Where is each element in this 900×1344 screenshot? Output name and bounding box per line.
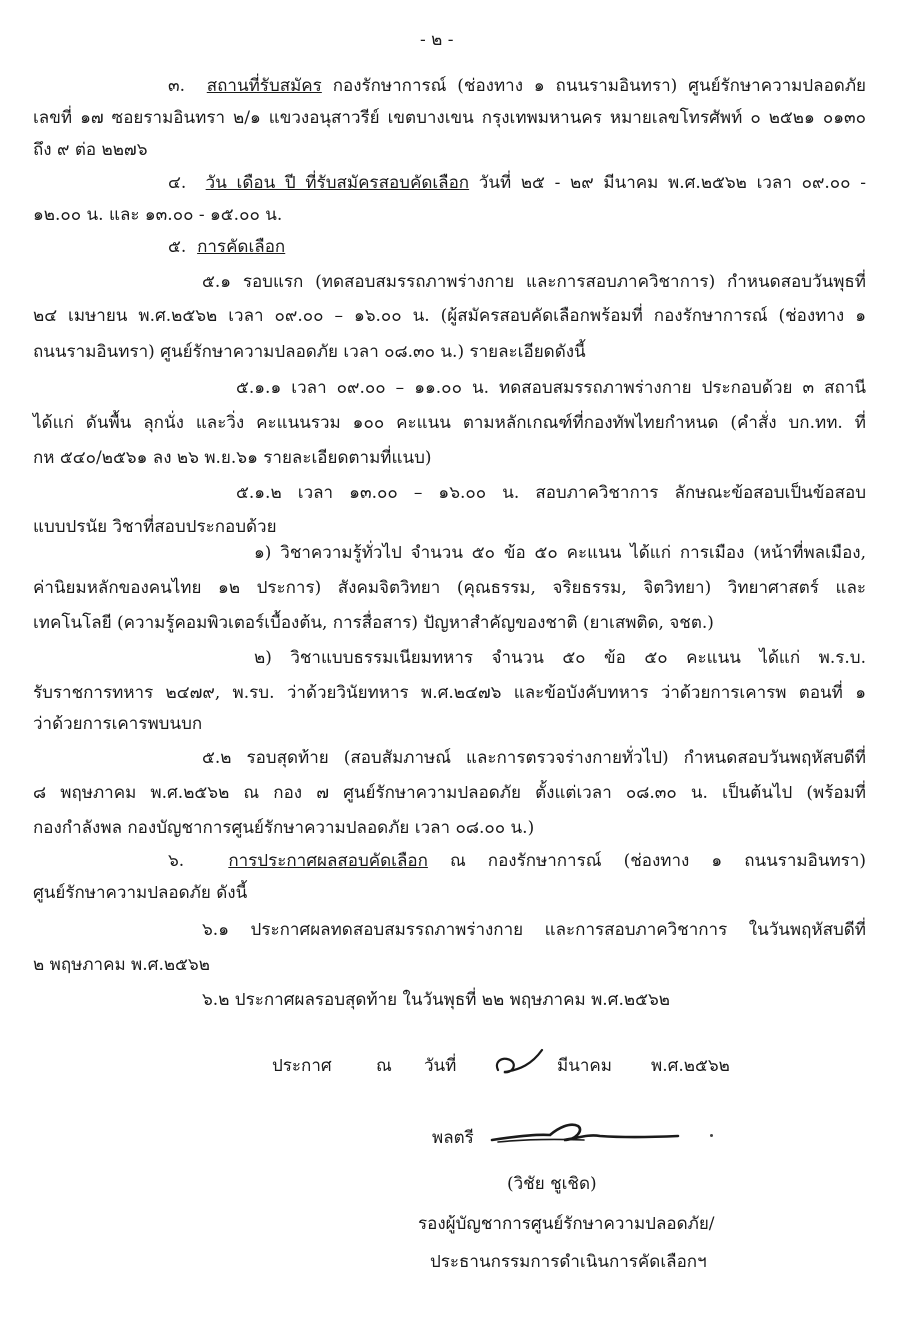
signatory-title-2: ประธานกรรมการดำเนินการคัดเลือกฯ xyxy=(430,1252,707,1272)
announce-year: พ.ศ.๒๕๖๒ xyxy=(651,1056,730,1076)
subject-1-line-1: ๑) วิชาความรู้ทั่วไป จำนวน ๕๐ ข้อ ๕๐ คะแนน ได้แก่ การเมือง (หน้าที่พลเมือง, xyxy=(254,543,866,563)
signatory-title-1: รองผู้บัญชาการศูนย์รักษาความปลอดภัย/ xyxy=(418,1214,715,1234)
section-5-1-line-1: ๕.๑ รอบแรก (ทดสอบสมรรถภาพร่างกาย และการสอบภาควิชาการ) กำหนดสอบวันพุธที่ xyxy=(202,272,866,292)
item-5-heading: การคัดเลือก xyxy=(197,237,286,257)
item-3-heading: สถานที่รับสมัคร xyxy=(206,76,322,96)
subject-2-line-2: รับราชการทหาร ๒๔๗๙, พ.รบ. ว่าด้วยวินัยทหาร พ.ศ.๒๔๗๖ และข้อบังคับทหาร ว่าด้วยการเคารพ ตอนที่ ๑ xyxy=(33,683,866,703)
section-6-2-line-1: ๖.๒ ประกาศผลรอบสุดท้าย ในวันพุธที่ ๒๒ พฤษภาคม พ.ศ.๒๕๖๒ xyxy=(202,990,670,1010)
item-3-text: กองรักษาการณ์ (ช่องทาง ๑ ถนนรามอินทรา) ศูนย์รักษาความปลอดภัย xyxy=(321,76,867,96)
item-6-number: ๖. xyxy=(168,851,185,871)
page-number: - ๒ - xyxy=(420,30,454,50)
subject-2-line-1: ๒) วิชาแบบธรรมเนียมทหาร จำนวน ๕๐ ข้อ ๕๐ คะแนน ได้แก่ พ.ร.บ. xyxy=(254,648,866,668)
section-6-1-line-1: ๖.๑ ประกาศผลทดสอบสมรรถภาพร่างกาย และการสอบภาควิชาการ ในวันพฤหัสบดีที่ xyxy=(202,920,866,940)
section-5-1-1-line-3: กห ๕๔๐/๒๕๖๑ ลง ๒๖ พ.ย.๖๑ รายละเอียดตามที่แนบ) xyxy=(33,448,432,468)
signature-mark xyxy=(488,1118,688,1152)
item-4-number: ๔. xyxy=(168,173,187,193)
item-4-text: วันที่ ๒๕ - ๒๙ มีนาคม พ.ศ.๒๕๖๒ เวลา ๐๙.๐๐ - xyxy=(469,173,866,193)
signature-rank: พลตรี xyxy=(432,1128,474,1148)
signature-dot xyxy=(710,1134,713,1137)
item-4-heading: วัน เดือน ปี ที่รับสมัครสอบคัดเลือก xyxy=(205,173,470,193)
section-5-2-line-2: ๘ พฤษภาคม พ.ศ.๒๕๖๒ ณ กอง ๗ ศูนย์รักษาความปลอดภัย ตั้งแต่เวลา ๐๘.๓๐ น. เป็นต้นไป (พร้อมที่ xyxy=(33,783,866,803)
section-5-2-line-3: กองกำลังพล กองบัญชาการศูนย์รักษาความปลอดภัย เวลา ๐๘.๐๐ น.) xyxy=(33,818,535,838)
subject-2-line-3: ว่าด้วยการเคารพบนบก xyxy=(33,714,203,734)
item-3-line-3: ถึง ๙ ต่อ ๒๒๗๖ xyxy=(33,140,148,160)
subject-1-line-2: ค่านิยมหลักของคนไทย ๑๒ ประการ) สังคมจิตวิทยา (คุณธรรม, จริยธรรม, จิตวิทยา) วิทยาศาสตร์ และ xyxy=(33,578,866,598)
item-3-line-1 xyxy=(168,76,866,96)
item-6-heading: การประกาศผลสอบคัดเลือก xyxy=(228,851,428,871)
announce-at: ณ xyxy=(376,1056,392,1076)
section-5-1-line-2: ๒๔ เมษายน พ.ศ.๒๕๖๒ เวลา ๐๙.๐๐ – ๑๖.๐๐ น. (ผู้สมัครสอบคัดเลือกพร้อมที่ กองรักษาการณ์ (ช่องทาง ๑ xyxy=(33,306,866,326)
announce-month: มีนาคม xyxy=(557,1056,612,1076)
announce-date-label: วันที่ xyxy=(424,1056,457,1076)
item-4-line-1 xyxy=(168,173,866,193)
section-5-1-2-line-1: ๕.๑.๒ เวลา ๑๓.๐๐ – ๑๖.๐๐ น. สอบภาควิชาการ ลักษณะข้อสอบเป็นข้อสอบ xyxy=(236,483,866,503)
item-6-line-2: ศูนย์รักษาความปลอดภัย ดังนี้ xyxy=(33,883,248,903)
subject-1-line-3: เทคโนโลยี (ความรู้คอมพิวเตอร์เบื้องต้น, การสื่อสาร) ปัญหาสำคัญของชาติ (ยาเสพติด, จชต.) xyxy=(33,613,714,633)
handwritten-day-mark xyxy=(492,1040,550,1082)
signatory-name: (วิชัย ชูเชิด) xyxy=(507,1174,597,1194)
section-5-1-line-3: ถนนรามอินทรา) ศูนย์รักษาความปลอดภัย เวลา ๐๘.๓๐ น.) รายละเอียดดังนี้ xyxy=(33,342,586,362)
item-6-text: ณ กองรักษาการณ์ (ช่องทาง ๑ ถนนรามอินทรา) xyxy=(427,851,866,871)
section-5-1-1-line-2: ได้แก่ ดันพื้น ลุกนั่ง และวิ่ง คะแนนรวม ๑๐๐ คะแนน ตามหลักเกณฑ์ที่กองทัพไทยกำหนด (คำสั่ง บก.ทท. ที่ xyxy=(33,413,866,433)
item-6-line-1 xyxy=(168,851,866,871)
section-6-1-line-2: ๒ พฤษภาคม พ.ศ.๒๕๖๒ xyxy=(33,955,210,975)
section-5-1-2-line-2: แบบปรนัย วิชาที่สอบประกอบด้วย xyxy=(33,517,277,537)
item-5-number: ๕. xyxy=(168,237,187,257)
item-3-line-2: เลขที่ ๑๗ ซอยรามอินทรา ๒/๑ แขวงอนุสาวรีย์ เขตบางเขน กรุงเทพมหานคร หมายเลขโทรศัพท์ ๐ ๒๕๒๑ ๐๑๓๐ xyxy=(33,108,866,128)
item-4-line-2: ๑๒.๐๐ น. และ ๑๓.๐๐ - ๑๕.๐๐ น. xyxy=(33,205,283,225)
item-3-number: ๓. xyxy=(168,76,186,96)
section-5-2-line-1: ๕.๒ รอบสุดท้าย (สอบสัมภาษณ์ และการตรวจร่างกายทั่วไป) กำหนดสอบวันพฤหัสบดีที่ xyxy=(202,748,866,768)
announce-label: ประกาศ xyxy=(272,1056,332,1076)
section-5-1-1-line-1: ๕.๑.๑ เวลา ๐๙.๐๐ – ๑๑.๐๐ น. ทดสอบสมรรถภาพร่างกาย ประกอบด้วย ๓ สถานี xyxy=(236,378,866,398)
item-5-heading-line xyxy=(168,237,285,257)
